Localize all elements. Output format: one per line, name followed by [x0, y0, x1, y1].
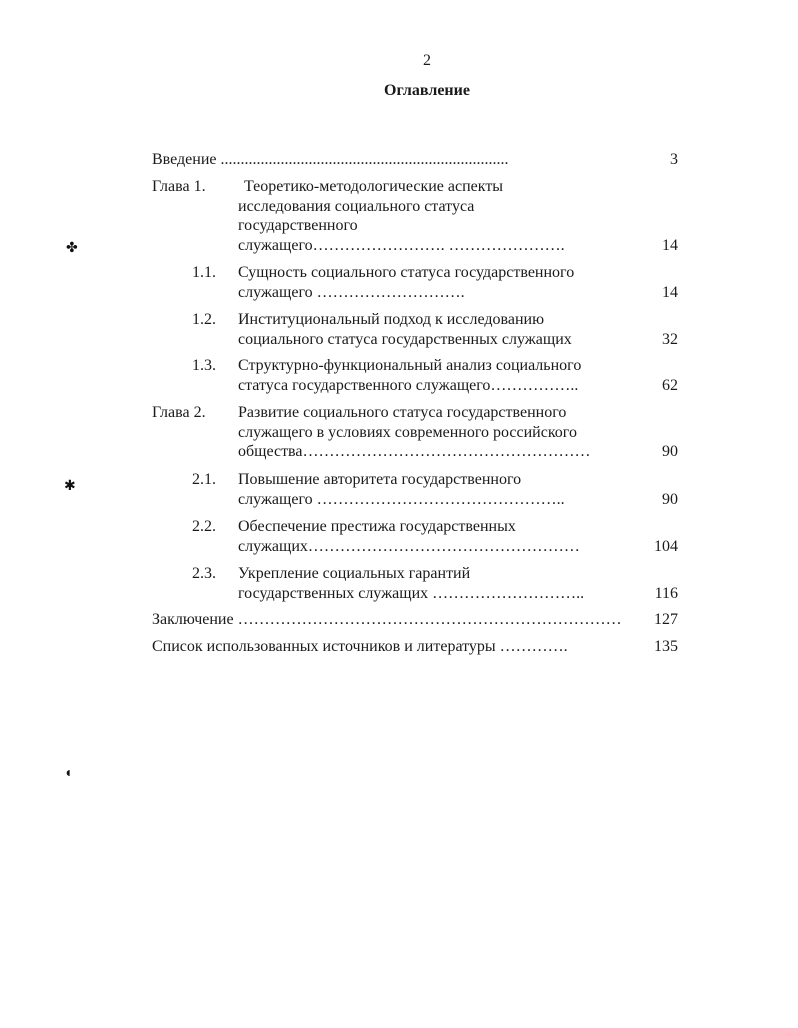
toc-entry-text: Список использованных источников и литературы ………….	[152, 638, 568, 655]
chapter-label: Глава 1.	[152, 178, 206, 195]
punch-hole-mark-icon: ✱	[64, 479, 76, 494]
toc-entry-text: Структурно-функциональный анализ социального	[238, 357, 582, 374]
section-number: 1.2.	[192, 311, 216, 328]
toc-page: 14	[662, 283, 678, 301]
toc-title: Оглавление	[384, 82, 470, 99]
toc-page: 127	[654, 611, 678, 628]
toc-entry-text: государственных служащих ………………………..	[238, 584, 585, 602]
toc-page: 90	[662, 490, 678, 508]
toc-entry-text: Обеспечение престижа государственных	[238, 518, 516, 535]
page-number: 2	[423, 52, 431, 69]
toc-page: 135	[654, 638, 678, 655]
toc-entry-text: Теоретико-методологические аспекты	[240, 178, 504, 195]
toc-entry-text: Институциональный подход к исследованию	[238, 311, 545, 328]
toc-page: 90	[662, 443, 678, 460]
toc-entry-text: Укрепление социальных гарантий	[238, 565, 471, 582]
toc-entry-text: служащего в условиях современного российского	[238, 423, 577, 441]
toc-entry-text: служащего ……………………….	[238, 283, 465, 301]
toc-page: 3	[670, 151, 678, 168]
toc-entry-text: служащих……………………………………………	[238, 537, 580, 555]
section-number: 2.1.	[192, 471, 216, 488]
section-number: 2.3.	[192, 565, 216, 582]
toc-entry-text: Заключение ………………………………………………………………	[152, 611, 622, 628]
section-number: 2.2.	[192, 518, 216, 535]
toc-entry-text: Введение ........................................................................	[152, 151, 509, 168]
toc-entry-text: государственного	[238, 217, 358, 234]
toc-entry-text: статуса государственного служащего……………..	[238, 376, 579, 394]
toc-entry-text: социального статуса государственных служащих	[238, 330, 572, 348]
toc-entry-text: Развитие социального статуса государственного	[238, 404, 567, 421]
toc-entry-text: общества………………………………………………	[238, 443, 591, 460]
toc-page: 14	[662, 236, 678, 254]
toc-page: 116	[654, 584, 678, 602]
toc-entry-text: исследования социального статуса	[238, 197, 475, 215]
toc-entry-text: Повышение авторитета государственного	[238, 471, 522, 488]
toc-entry-text: служащего ………………………………………..	[238, 490, 565, 508]
toc-page: 104	[654, 537, 678, 555]
punch-hole-mark-icon: ◖	[64, 766, 73, 781]
toc-page: 62	[662, 376, 678, 394]
section-number: 1.1.	[192, 264, 216, 281]
section-number: 1.3.	[192, 357, 216, 374]
toc-entry-text: служащего……………………. ………………….	[238, 236, 565, 254]
toc-page: 32	[662, 330, 678, 348]
toc-entry-text: Сущность социального статуса государственного	[238, 264, 575, 281]
punch-hole-mark-icon: ✤	[66, 241, 78, 256]
chapter-label: Глава 2.	[152, 404, 206, 421]
